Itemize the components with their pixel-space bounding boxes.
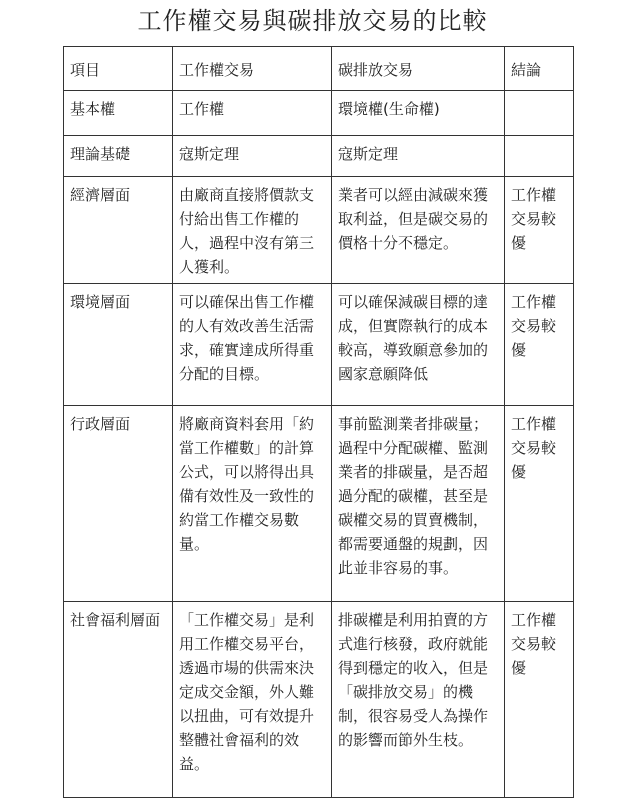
row-item: 社會福利層面 xyxy=(64,602,173,798)
row-work-right: 工作權 xyxy=(173,91,332,136)
row-conclusion: 工作權交易較優 xyxy=(505,602,574,798)
table-row xyxy=(64,602,574,798)
row-conclusion: 工作權交易較優 xyxy=(505,177,574,284)
row-carbon: 可以確保減碳目標的達成，但實際執行的成本較高，導致願意參加的國家意願降低 xyxy=(332,284,505,406)
row-work-right: 可以確保出售工作權的人有效改善生活需求，確實達成所得重分配的目標。 xyxy=(173,284,332,406)
document-title: 工作權交易與碳排放交易的比較 xyxy=(137,7,488,35)
header-work-right: 工作權交易 xyxy=(173,47,332,91)
row-work-right: 由廠商直接將價款支付給出售工作權的人，過程中沒有第三人獲利。 xyxy=(173,177,332,284)
row-work-right: 將廠商資料套用「約當工作權數」的計算公式，可以將得出具備有效性及一致性的約當工作權交易數量。 xyxy=(173,406,332,602)
table-row xyxy=(64,284,574,406)
comparison-table xyxy=(63,46,574,798)
row-carbon: 排碳權是利用拍賣的方式進行核發，政府就能得到穩定的收入，但是「碳排放交易」的機制，很容易受人為操作的影響而節外生枝。 xyxy=(332,602,505,798)
row-carbon: 寇斯定理 xyxy=(332,136,505,177)
row-carbon: 環境權(生命權) xyxy=(332,91,505,136)
row-conclusion: 工作權交易較優 xyxy=(505,406,574,602)
row-item: 環境層面 xyxy=(64,284,173,406)
table-row xyxy=(64,177,574,284)
row-work-right: 寇斯定理 xyxy=(173,136,332,177)
header-carbon: 碳排放交易 xyxy=(332,47,505,91)
row-conclusion: 工作權交易較優 xyxy=(505,284,574,406)
table-row xyxy=(64,406,574,602)
header-conclusion: 結論 xyxy=(505,47,574,91)
row-work-right: 「工作權交易」是利用工作權交易平台，透過市場的供需來決定成交金額，外人難以扭曲，可有效提升整體社會福利的效益。 xyxy=(173,602,332,798)
row-carbon: 事前監測業者排碳量；過程中分配碳權、監測業者的排碳量，是否超過分配的碳權，甚至是碳權交易的買賣機制，都需要通盤的規劃，因此並非容易的事。 xyxy=(332,406,505,602)
row-conclusion xyxy=(505,91,574,136)
row-carbon: 業者可以經由減碳來獲取利益，但是碳交易的價格十分不穩定。 xyxy=(332,177,505,284)
table-row xyxy=(64,91,574,136)
row-item: 行政層面 xyxy=(64,406,173,602)
row-conclusion xyxy=(505,136,574,177)
table-header-row xyxy=(64,47,574,91)
row-item: 經濟層面 xyxy=(64,177,173,284)
row-item: 理論基礎 xyxy=(64,136,173,177)
header-item: 項目 xyxy=(64,47,173,91)
table-row xyxy=(64,136,574,177)
row-item: 基本權 xyxy=(64,91,173,136)
